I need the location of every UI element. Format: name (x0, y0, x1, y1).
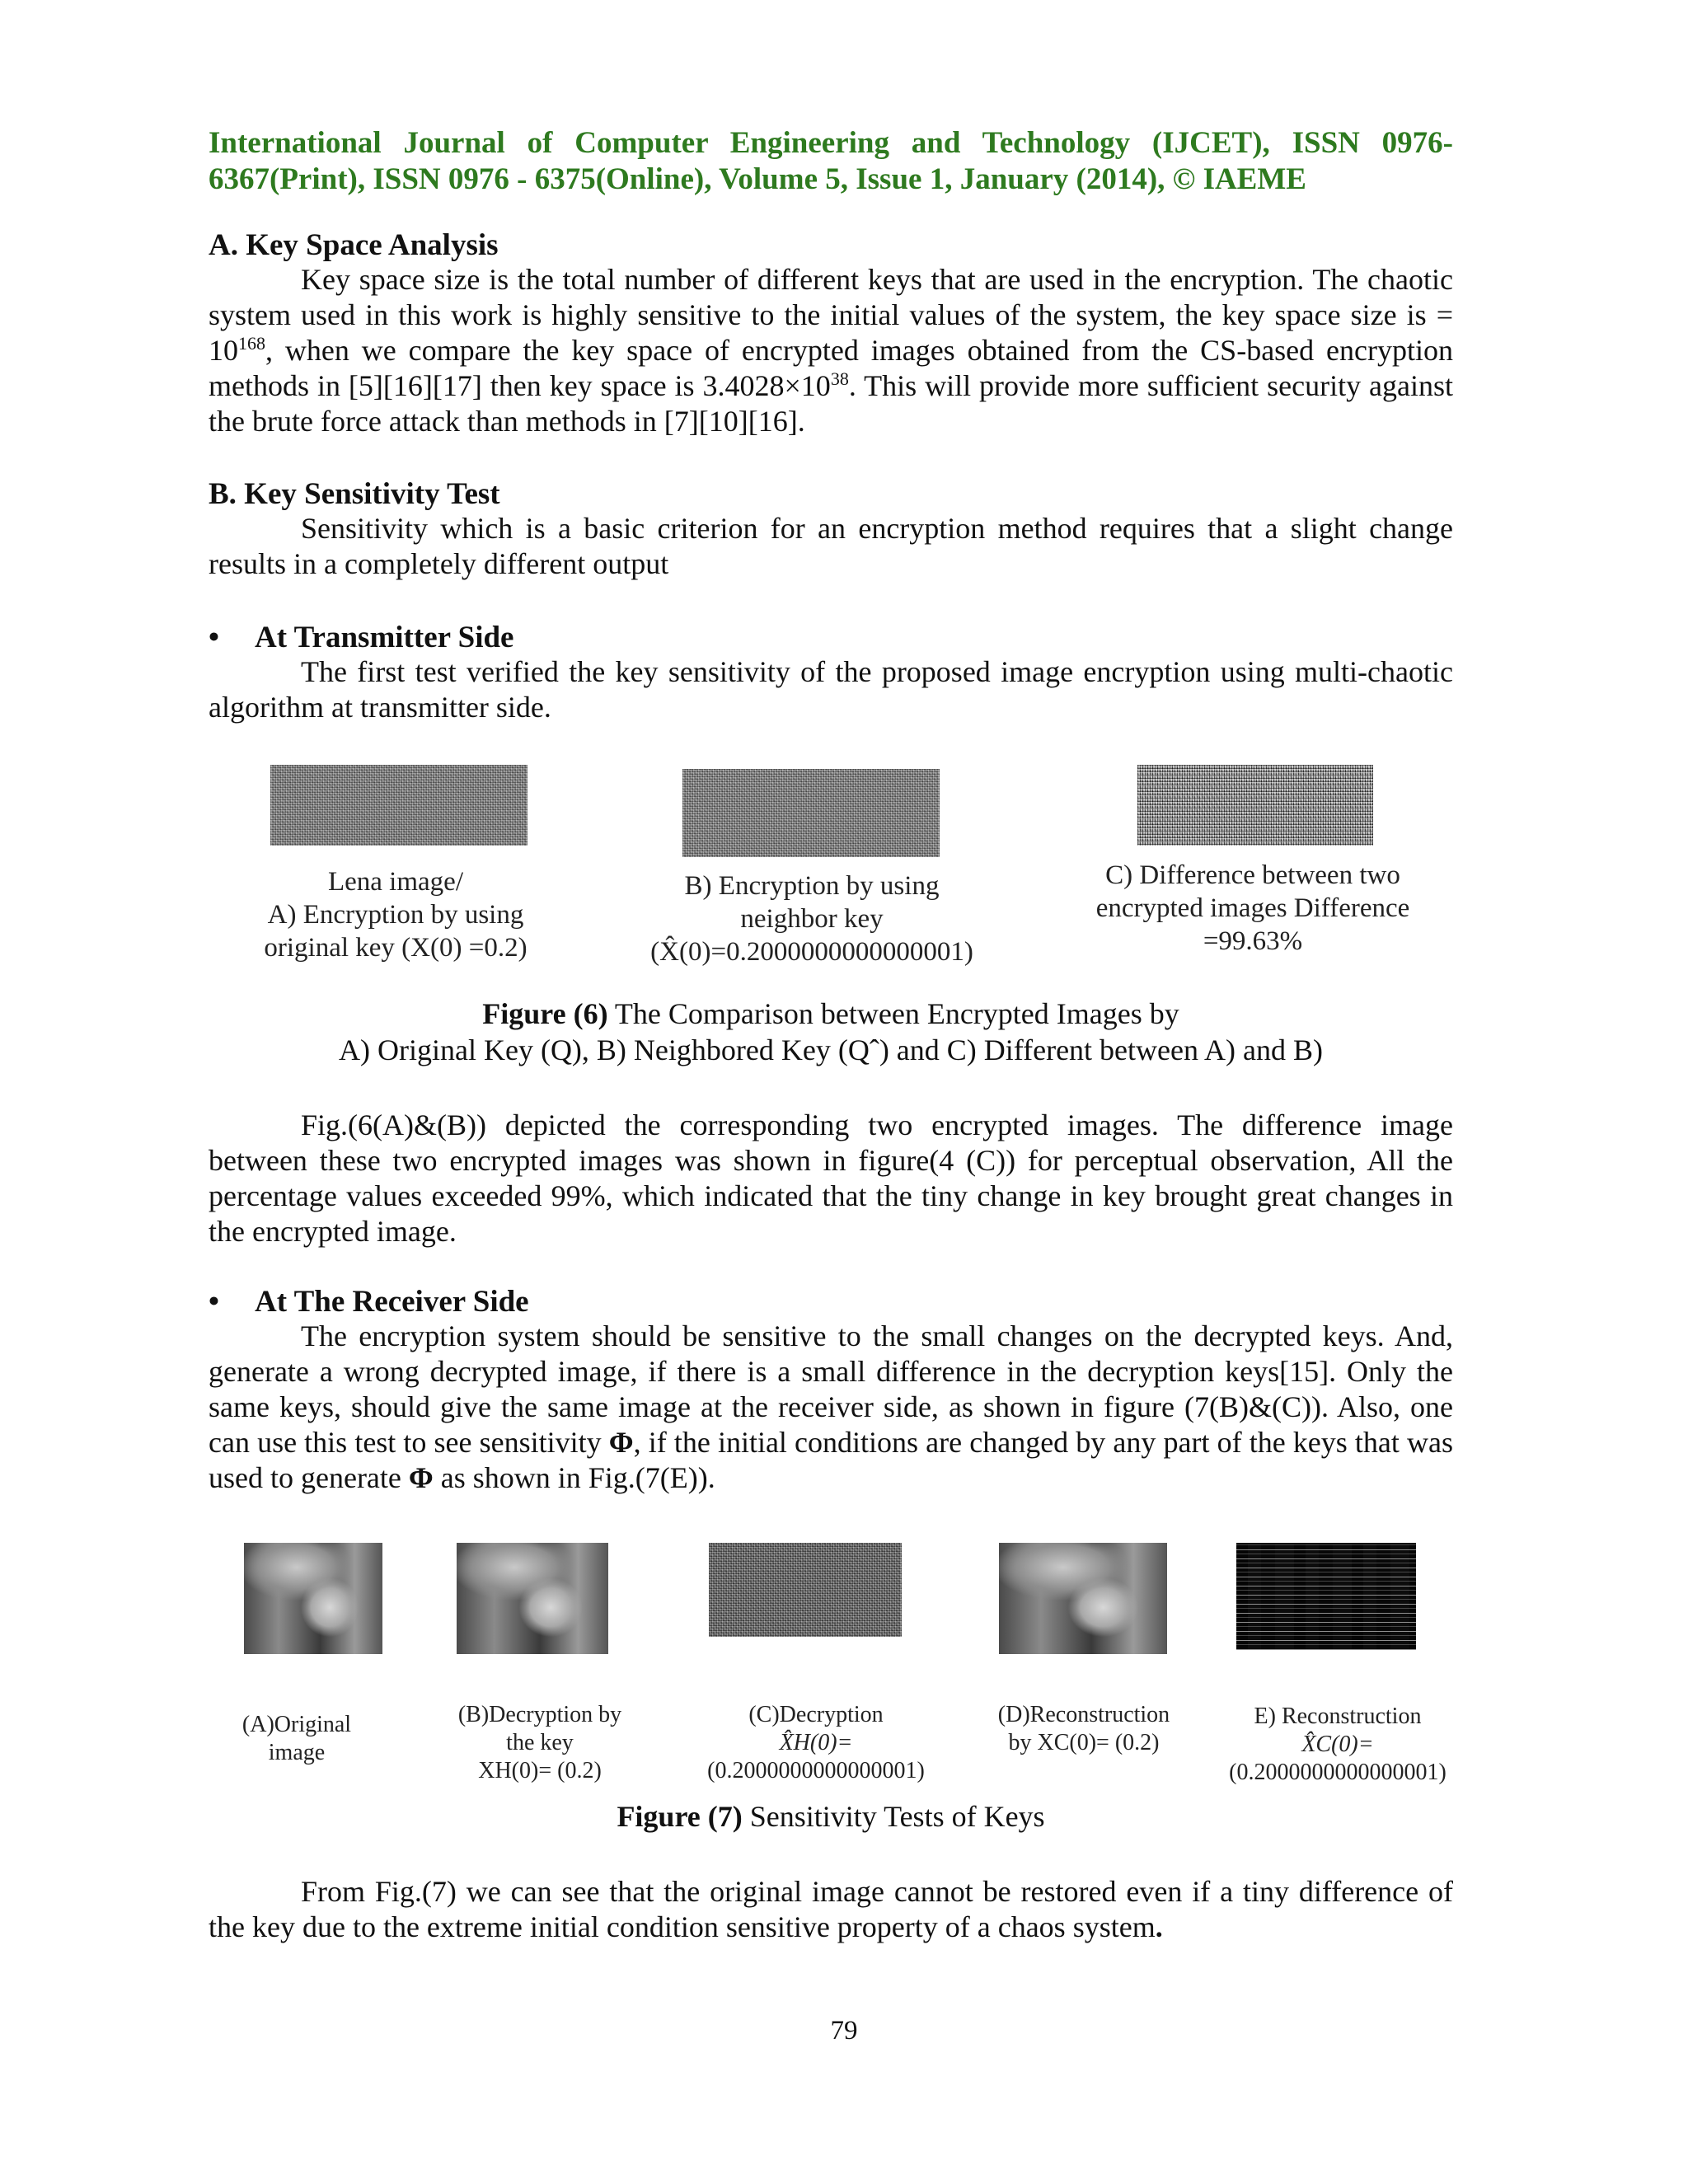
conclusion-paragraph: From Fig.(7) we can see that the original image cannot be restored even if a tiny difference of the key due to the extreme initial condition sensitive property of a chaos system. (209, 1875, 1453, 1943)
figure7-caption-b: (B)Decryption by the key XH(0)= (0.2) (457, 1702, 622, 1783)
journal-header (209, 125, 1453, 198)
receiver-paragraph: The encryption system should be sensitive to the small changes on the decrypted keys. And, generate a wrong decrypted image, if there is a small difference in the decryption keys[15]. Only the same keys, should give the same image at the receiver side, as shown in figure (7(B)&(C)). Also, one can use this test to see sensitivity Φ, if the initial conditions are changed by any part of the keys that was used to generate Φ as shown in Fig.(7(E)). (209, 1319, 1453, 1494)
figure6-caption-b: B) Encryption by using neighbor key (X̂(0)=0.2000000000000001) (650, 871, 973, 967)
figure7-caption: Figure (7) Sensitivity Tests of Keys (617, 1800, 1045, 1833)
encrypted-image-b (682, 769, 940, 857)
bullet-transmitter-heading: • At Transmitter Side (209, 621, 514, 654)
page-number: 79 (830, 2016, 858, 2046)
section-b-paragraph: Sensitivity which is a basic criterion for an encryption method requires that a slight change results in a completely different output (209, 512, 1453, 580)
figure6-caption-a: Lena image/ A) Encryption by using original key (X(0) =0.2) (264, 867, 528, 963)
figure7-caption-e: E) Reconstruction X̂C(0)= (0.2000000000000001) (1229, 1704, 1447, 1785)
figure7-caption-c: (C)Decryption X̂H(0)= (0.2000000000000001) (707, 1702, 925, 1783)
original-lena-image (244, 1543, 382, 1654)
section-a-heading: A. Key Space Analysis (209, 228, 499, 262)
wrong-decryption-noise-image (709, 1543, 902, 1637)
encrypted-image-a (270, 765, 528, 846)
decrypted-lena-image (457, 1543, 608, 1654)
wrong-reconstruction-image (1236, 1543, 1416, 1650)
reconstructed-lena-image (999, 1543, 1167, 1654)
bullet-receiver-heading: • At The Receiver Side (209, 1285, 529, 1319)
difference-image-c (1137, 765, 1373, 846)
figure7-caption-a: (A)Original image (241, 1712, 352, 1765)
section-b-heading: B. Key Sensitivity Test (209, 477, 500, 511)
figure6-caption: Figure (6) The Comparison between Encrypted Images by A) Original Key (Q), B) Neighbored Key (Qˆ) and C) Different between A) and B) (339, 997, 1323, 1066)
bullet-dot: • (209, 1285, 219, 1319)
section-a-paragraph: Key space size is the total number of different keys that are used in the encryption. The chaotic system used in this work is highly sensitive to the initial values of the system, the key space size is = $10^{168}$, when we compare the key space of encrypted images obtained from the CS-based encryption methods in [5][16][17] then key space is $3.4028\times 10^{38}$. This will provide more sufficient security against the brute force attack than methods in [7][10][16]. (209, 263, 1453, 438)
figure6-discussion-paragraph: Fig.(6(A)&(B)) depicted the corresponding two encrypted images. The difference image between these two encrypted images was shown in figure(4 (C)) for perceptual observation, All the percentage values exceeded 99%, which indicated that the tiny change in key brought great changes in the encrypted image. (209, 1108, 1453, 1248)
bullet-dot: • (209, 621, 219, 654)
transmitter-paragraph: The first test verified the key sensitivity of the proposed image encryption using multi-chaotic algorithm at transmitter side. (209, 655, 1453, 724)
journal-header-line-1: International Journal of Computer Engineering and Technology (IJCET), ISSN 0976- (209, 126, 1453, 160)
journal-header-line-2: 6367(Print), ISSN 0976 - 6375(Online), Volume 5, Issue 1, January (2014), © IAEME (209, 162, 1306, 196)
figure7-caption-d: (D)Reconstruction by XC(0)= (0.2) (997, 1702, 1170, 1755)
figure6-caption-c: C) Difference between two encrypted images Difference =99.63% (1095, 860, 1410, 956)
